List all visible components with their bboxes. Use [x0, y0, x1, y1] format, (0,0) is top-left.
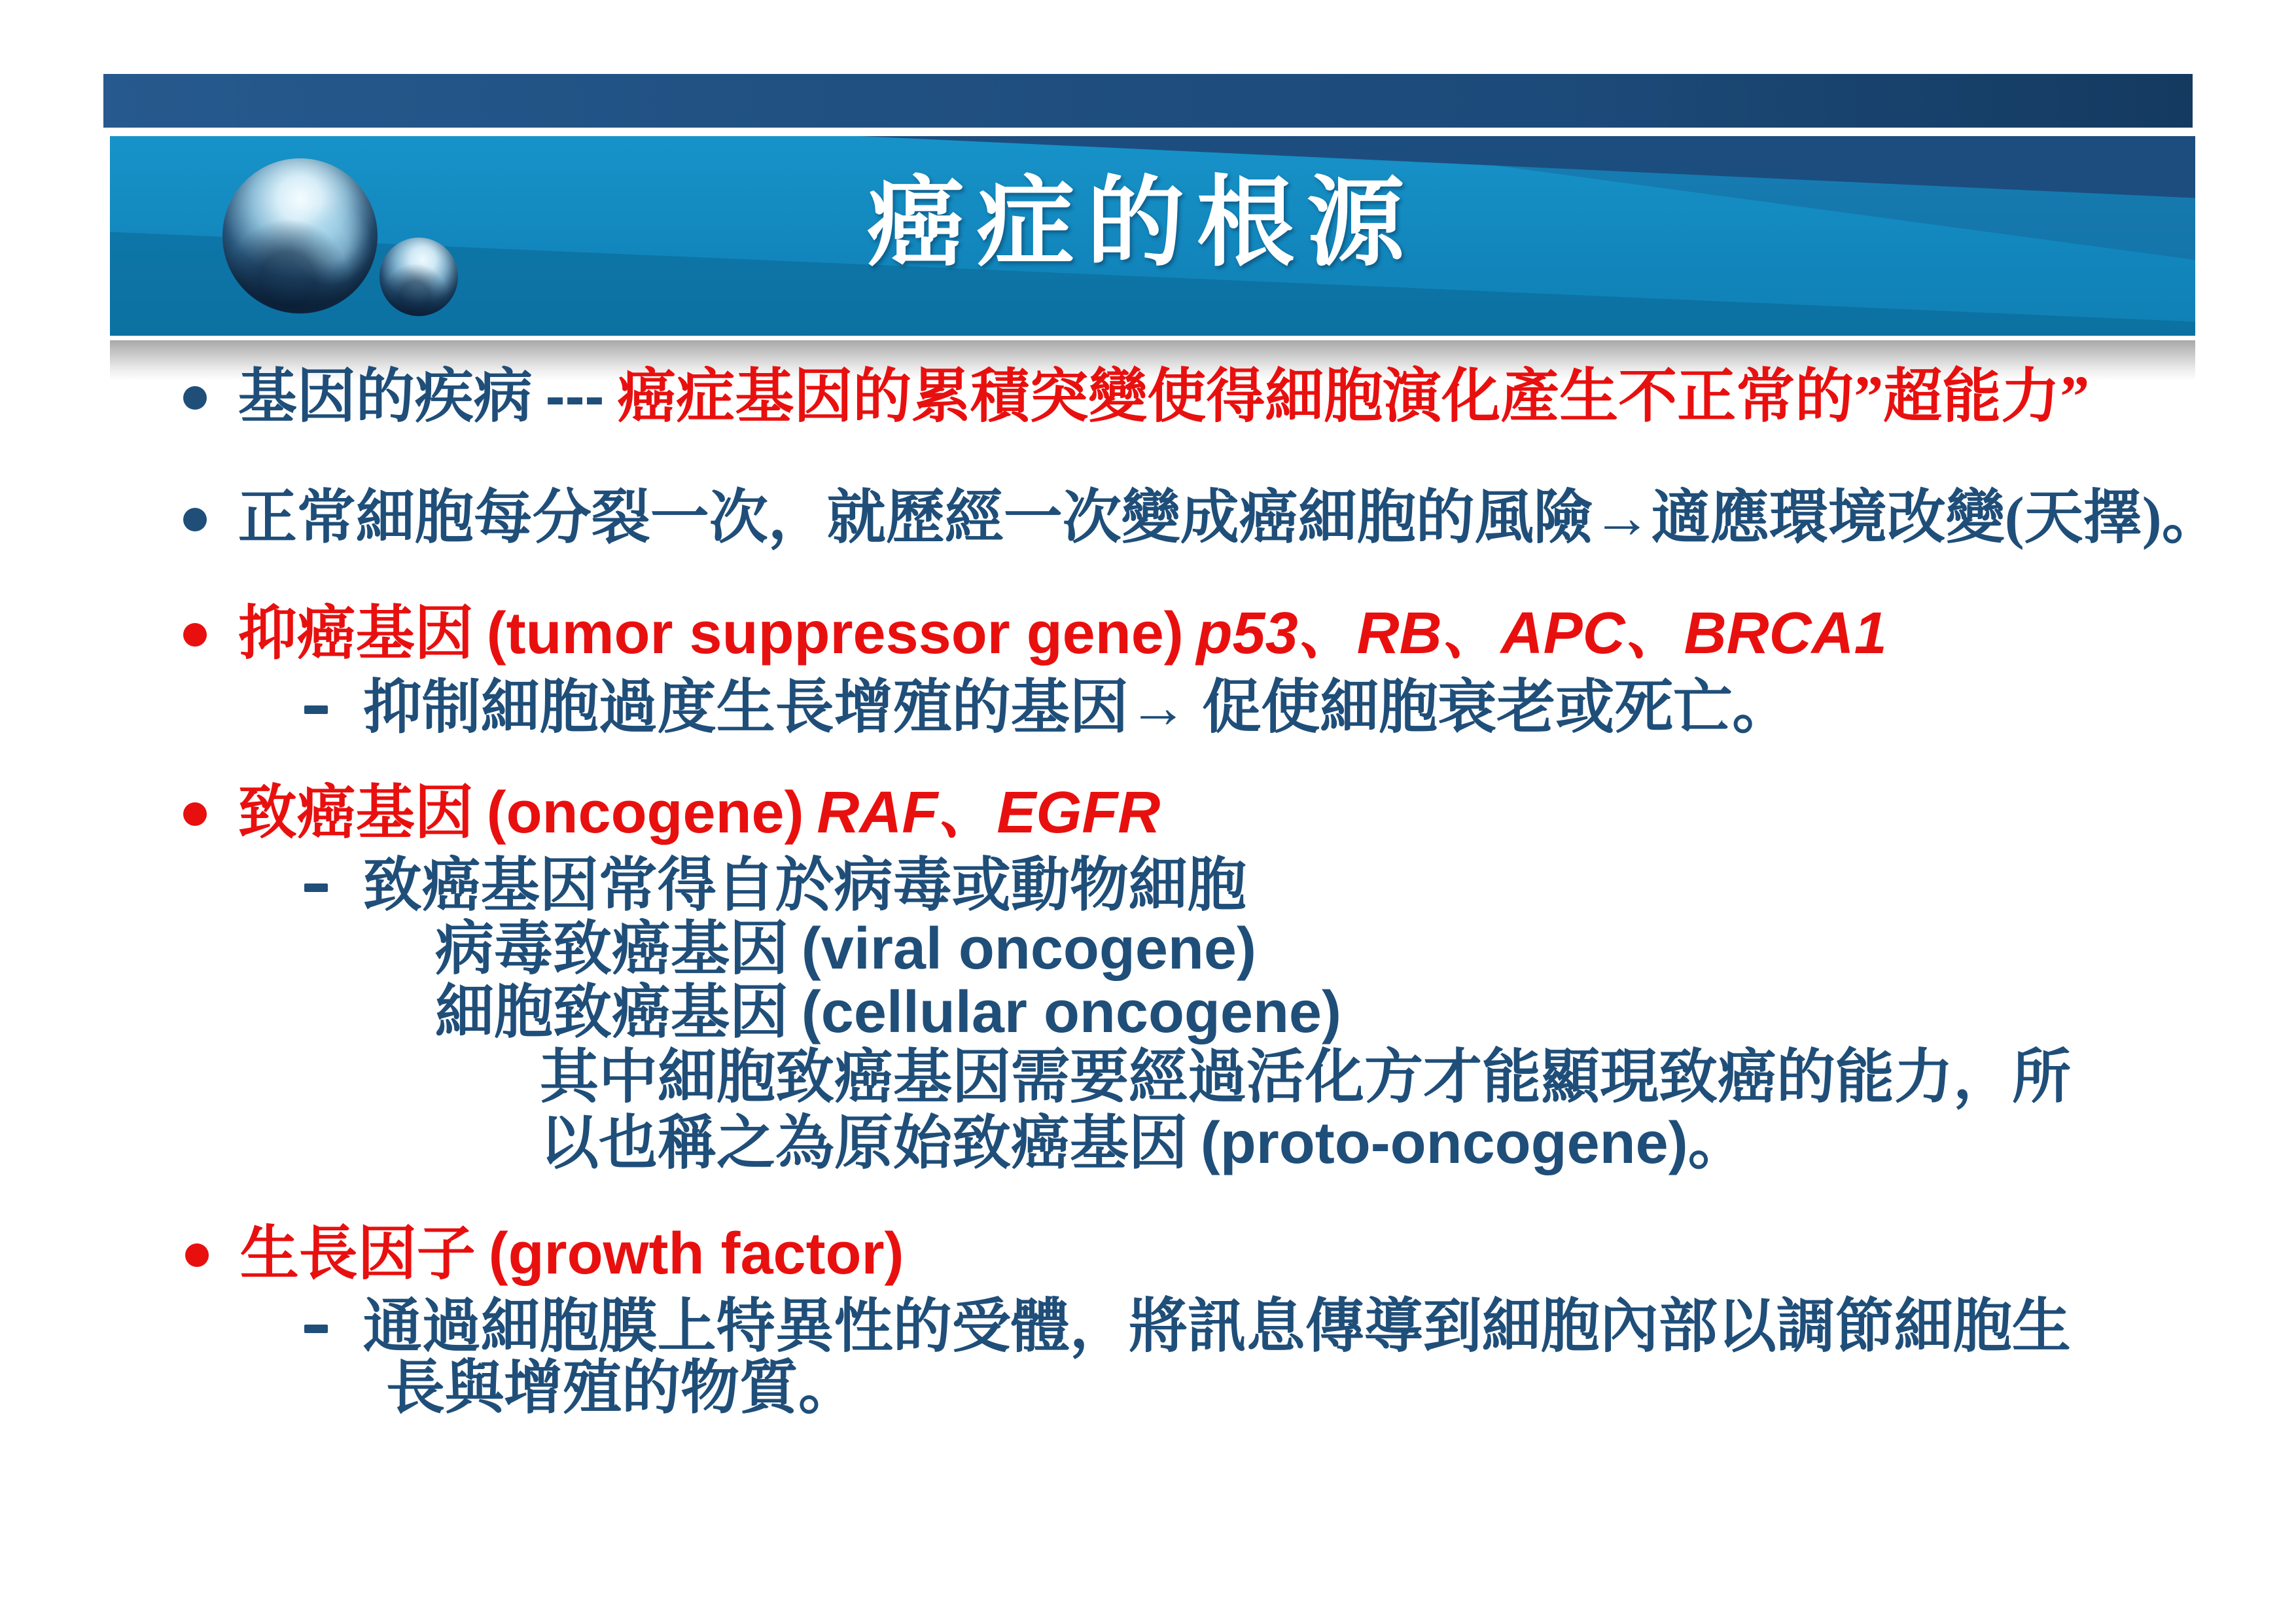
sub-oncogene-origin — [304, 853, 1246, 919]
sphere-graphic-large — [222, 158, 378, 313]
proto-oncogene-period: 。 — [1687, 1111, 1747, 1176]
gene-disease-description: 癌症基因的累積突變使得細胞演化產生不正常的”超能力” — [617, 365, 2090, 429]
viral-oncogene-cjk: 病毒致癌基因 — [435, 917, 788, 982]
sub-tumor-suppressor-function — [304, 675, 1791, 741]
bullet-dot-icon — [183, 802, 207, 826]
note-proto-oncogene-line2 — [540, 1111, 1747, 1177]
dash-icon — [304, 705, 328, 714]
bullet-tumor-suppressor-gene — [183, 601, 1887, 668]
sub-growth-factor-function-line1 — [304, 1294, 2071, 1361]
proto-oncogene-note-text1: 其中細胞致癌基因需要經過活化方才能顯現致癌的能力，所 — [540, 1045, 2071, 1110]
growth-factor-function-text2: 長與增殖的物質。 — [386, 1356, 857, 1421]
bullet-oncogene — [183, 780, 1160, 847]
dash-icon — [304, 1325, 328, 1333]
proto-oncogene-latin: (proto-oncogene) — [1200, 1111, 1688, 1176]
note-proto-oncogene-line1 — [540, 1045, 2071, 1111]
sphere-graphic-small — [380, 238, 458, 316]
bullet-dot-icon — [185, 1243, 209, 1267]
oncogene-cjk: 致癌基因 — [238, 781, 474, 846]
bullet-growth-factor — [185, 1221, 904, 1288]
oncogene-origin-text: 致癌基因常得自於病毒或動物細胞 — [362, 853, 1246, 918]
sub-growth-factor-function-line2 — [386, 1356, 857, 1422]
bullet-dot-icon — [183, 623, 207, 647]
bullet-dot-icon — [183, 386, 207, 410]
gene-disease-label: 基因的疾病 — [238, 365, 533, 429]
bullet-gene-disease — [183, 364, 2089, 431]
dash-icon — [304, 883, 328, 892]
header-top-bar — [103, 74, 2193, 128]
item-viral-oncogene — [435, 916, 1256, 983]
growth-factor-function-text1: 通過細胞膜上特異性的受體，將訊息傳導到細胞內部以調節細胞生 — [362, 1294, 2071, 1359]
bullet-dot-icon — [183, 508, 207, 531]
header-band — [110, 136, 2195, 336]
tumor-suppressor-genes: p53、RB、APC、BRCA1 — [1196, 601, 1887, 666]
growth-factor-cjk: 生長因子 — [239, 1222, 476, 1287]
bullet-cell-division-risk — [183, 486, 2221, 552]
item-cellular-oncogene — [435, 980, 1341, 1046]
oncogene-genes: RAF、EGFR — [817, 780, 1161, 846]
cellular-oncogene-latin: (cellular oncogene) — [801, 980, 1341, 1045]
gene-disease-dashes: --- — [545, 364, 605, 429]
viral-oncogene-latin: (viral oncogene) — [801, 916, 1256, 982]
cell-division-text: 正常細胞每分裂一次，就歷經一次變成癌細胞的風險→適應環境改變(天擇)。 — [238, 486, 2221, 550]
growth-factor-latin: (growth factor) — [488, 1221, 904, 1287]
slide-title: 癌症的根源 — [866, 169, 1417, 278]
oncogene-latin: (oncogene) — [486, 780, 804, 846]
tumor-suppressor-function-text: 抑制細胞過度生長增殖的基因→ 促使細胞衰老或死亡。 — [362, 675, 1792, 740]
proto-oncogene-note-text2: 以也稱之為原始致癌基因 — [540, 1111, 1188, 1176]
cellular-oncogene-cjk: 細胞致癌基因 — [435, 980, 788, 1045]
tumor-suppressor-cjk: 抑癌基因 — [238, 601, 474, 666]
tumor-suppressor-latin: (tumor suppressor gene) — [486, 601, 1184, 666]
